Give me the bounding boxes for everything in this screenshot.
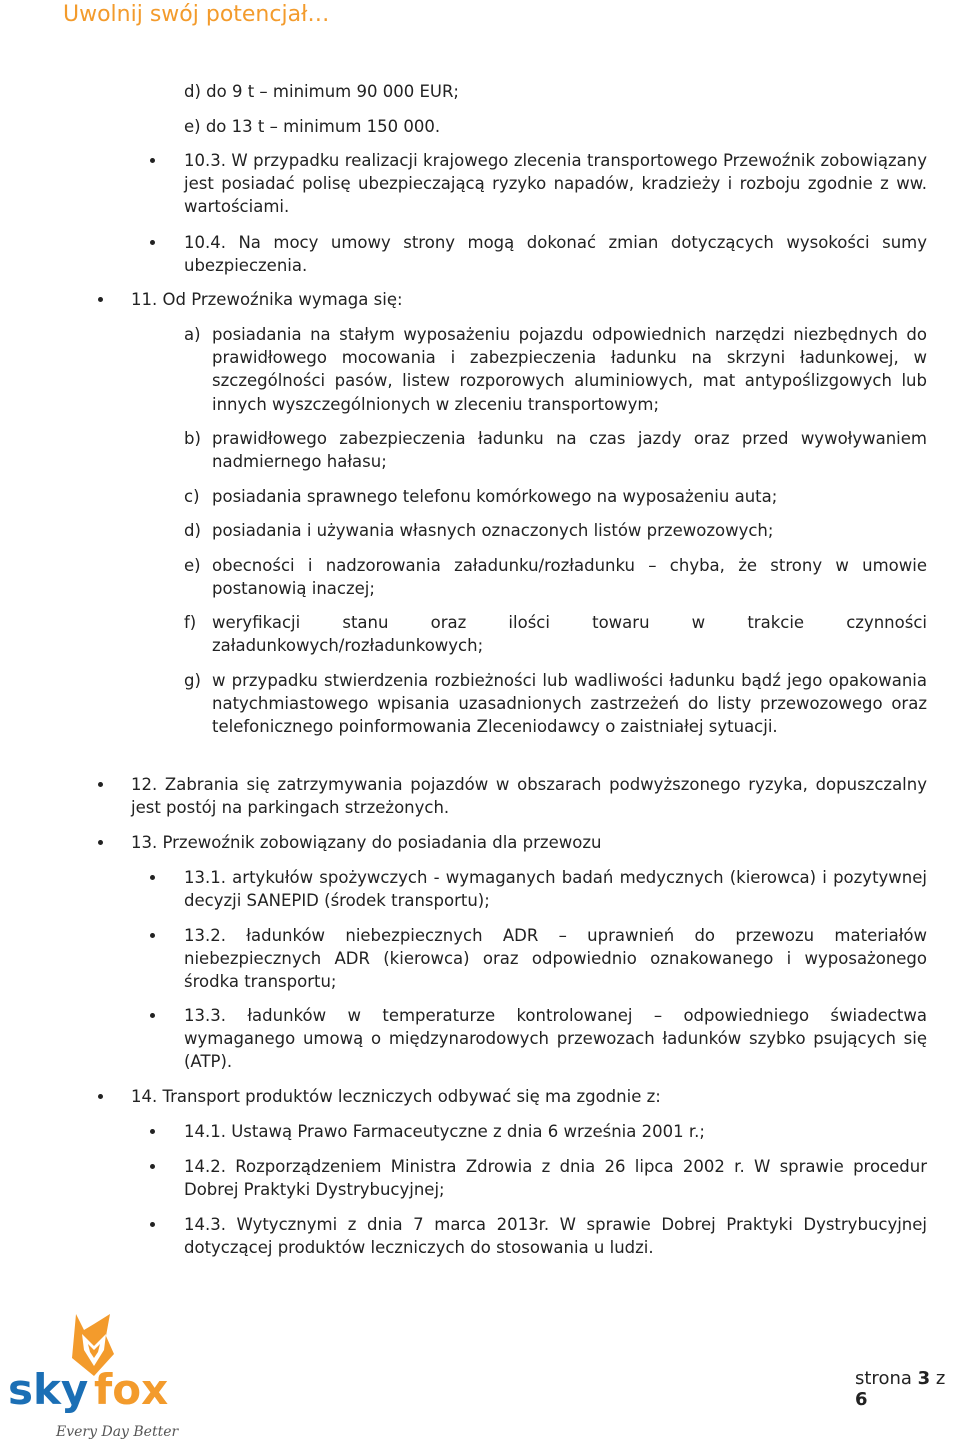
logo-text-sky: sky — [8, 1365, 89, 1414]
bullet-icon — [150, 875, 155, 880]
list-label: d) — [184, 521, 201, 540]
list-label: f) — [184, 613, 197, 632]
paragraph-13-3: 13.3. ładunków w temperaturze kontrolowanej – odpowiedniego świadectwa wymaganego umową o międzynarodowych przewozach ładunków szybko psujących się (ATP). — [184, 1006, 927, 1072]
list-item: posiadania sprawnego telefonu komórkowego na wyposażeniu auta; — [212, 487, 778, 506]
paragraph-10-3: 10.3. W przypadku realizacji krajowego zlecenia transportowego Przewoźnik zobowiązany jest posiadać polisę ubezpieczającą ryzyko napadów, kradzieży i rozboju zgodnie z ww. wartościami. — [184, 151, 927, 217]
bullet-icon — [150, 1222, 155, 1227]
list-item: prawidłowego zabezpieczenia ładunku na czas jazdy oraz przed wywoływaniem nadmiernego hałasu; — [212, 429, 927, 472]
paragraph-14-2: 14.2. Rozporządzeniem Ministra Zdrowia z dnia 26 lipca 2002 r. W sprawie procedur Dobrej Praktyki Dystrybucyjnej; — [184, 1157, 927, 1200]
list-label: e) — [184, 556, 201, 575]
list-label: c) — [184, 487, 200, 506]
paragraph-14-3: 14.3. Wytycznymi z dnia 7 marca 2013r. W sprawie Dobrej Praktyki Dystrybucyjnej dotyczącej produktów leczniczych do stosowania u ludzi. — [184, 1215, 927, 1258]
page-prefix: strona — [855, 1368, 912, 1389]
page-current: 3 — [917, 1368, 931, 1389]
bullet-icon — [150, 1129, 155, 1134]
list-item: e) do 13 t – minimum 150 000. — [184, 117, 441, 136]
paragraph-11: 11. Od Przewoźnika wymaga się: — [131, 290, 403, 309]
bullet-icon — [150, 240, 155, 245]
skyfox-logo — [6, 1310, 181, 1440]
bullet-icon — [150, 933, 155, 938]
page-total: 6 — [855, 1389, 868, 1410]
bullet-icon — [98, 1094, 103, 1099]
list-item: weryfikacji stanu oraz ilości towaru w trakcie czynności załadunkowych/rozładunkowych; — [212, 613, 927, 656]
header-title: Uwolnij swój potencjał… — [63, 2, 330, 27]
paragraph-13-2: 13.2. ładunków niebezpiecznych ADR – uprawnień do przewozu materiałów niebezpiecznych ADR (kierowca) oraz odpowiednio oznakowanego i wyposażonego środka transportu; — [184, 926, 927, 992]
paragraph-13: 13. Przewoźnik zobowiązany do posiadania dla przewozu — [131, 833, 602, 852]
list-item: posiadania i używania własnych oznaczonych listów przewozowych; — [212, 521, 774, 540]
bullet-icon — [150, 1013, 155, 1018]
list-item: w przypadku stwierdzenia rozbieżności lub wadliwości ładunku bądź jego opakowania natychmiastowego wpisania uzasadnionych zastrzeżeń do listy przewozowego oraz telefonicznego poinformowania Zleceniodawcy o zaistniałej sytuacji. — [212, 671, 927, 737]
list-item: d) do 9 t – minimum 90 000 EUR; — [184, 82, 459, 101]
list-item: posiadania na stałym wyposażeniu pojazdu odpowiednich narzędzi niezbędnych do prawidłowego mocowania i zabezpieczenia ładunku na skrzyni ładunkowej, w szczególności pasów, listew rozporowych aluminiowych, mat antypoślizgowych lub innych wyszczególnionych w zleceniu transportowym; — [212, 325, 927, 414]
list-label: b) — [184, 429, 201, 448]
paragraph-14: 14. Transport produktów leczniczych odbywać się ma zgodnie z: — [131, 1087, 661, 1106]
logo-text-fox: fox — [94, 1365, 169, 1414]
paragraph-10-4: 10.4. Na mocy umowy strony mogą dokonać zmian dotyczących wysokości sumy ubezpieczenia. — [184, 233, 927, 276]
bullet-icon — [150, 1164, 155, 1169]
paragraph-14-1: 14.1. Ustawą Prawo Farmaceutyczne z dnia 6 września 2001 r.; — [184, 1122, 705, 1141]
list-label: a) — [184, 325, 201, 344]
page-number — [855, 1368, 960, 1410]
list-label: g) — [184, 671, 201, 690]
paragraph-12: 12. Zabrania się zatrzymywania pojazdów w obszarach podwyższonego ryzyka, dopuszczalny jest postój na parkingach strzeżonych. — [131, 775, 927, 818]
bullet-icon — [98, 840, 103, 845]
bullet-icon — [150, 158, 155, 163]
list-item: obecności i nadzorowania załadunku/rozładunku – chyba, że strony w umowie postanowią inaczej; — [212, 556, 927, 599]
paragraph-13-1: 13.1. artykułów spożywczych - wymaganych badań medycznych (kierowca) i pozytywnej decyzji SANEPID (środek transportu); — [184, 868, 927, 911]
bullet-icon — [98, 297, 103, 302]
page-separator: z — [935, 1368, 946, 1389]
logo-tagline: Every Day Better — [56, 1424, 179, 1440]
bullet-icon — [98, 782, 103, 787]
